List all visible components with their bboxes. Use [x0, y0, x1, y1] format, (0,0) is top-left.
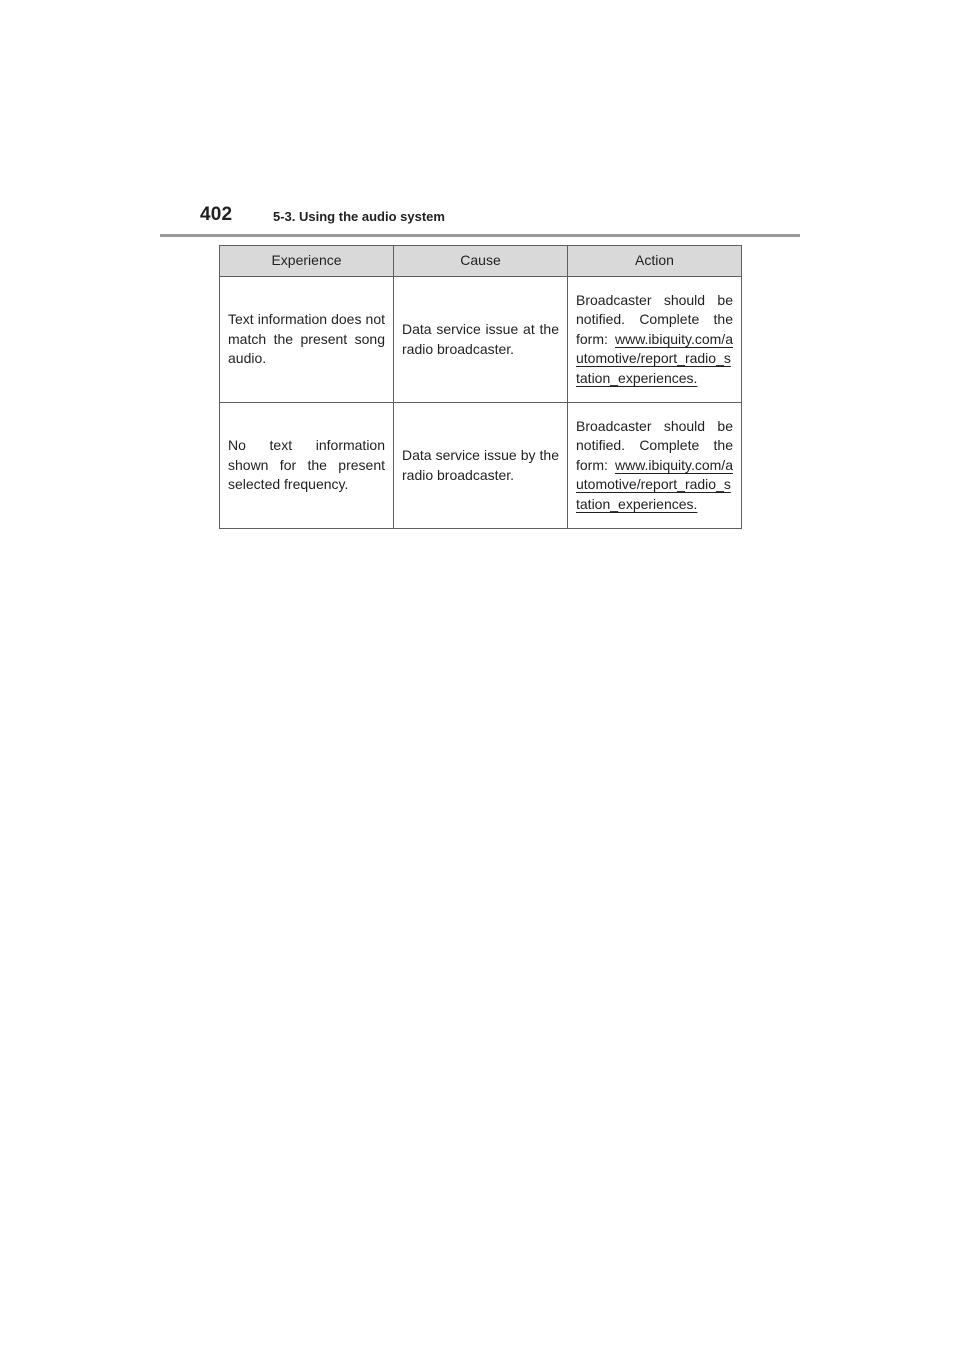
column-header-action: Action — [568, 246, 742, 277]
cause-cell: Data service issue at the radio broadcaster. — [394, 277, 568, 403]
table-row — [220, 277, 742, 403]
page-number: 402 — [200, 204, 233, 225]
action-text: Broadcaster should be notified. Complete the form: — [576, 417, 733, 473]
report-link[interactable]: www.ibiquity.com/automotive/report_radio_station_experiences. — [576, 456, 733, 512]
column-header-experience: Experience — [220, 246, 394, 277]
column-header-cause: Cause — [394, 246, 568, 277]
action-cell — [568, 403, 742, 529]
page-header — [160, 204, 800, 237]
table-row — [220, 403, 742, 529]
action-text: Broadcaster should be notified. Complete the form: — [576, 291, 733, 347]
experience-cell: No text information shown for the present selected frequency. — [220, 403, 394, 529]
table-header-row — [220, 246, 742, 277]
cause-cell: Data service issue by the radio broadcaster. — [394, 403, 568, 529]
report-link[interactable]: www.ibiquity.com/automotive/report_radio_station_experiences. — [576, 330, 733, 386]
troubleshooting-table — [219, 245, 742, 529]
experience-cell: Text information does not match the present song audio. — [220, 277, 394, 403]
action-cell — [568, 277, 742, 403]
section-title: 5-3. Using the audio system — [273, 209, 445, 224]
